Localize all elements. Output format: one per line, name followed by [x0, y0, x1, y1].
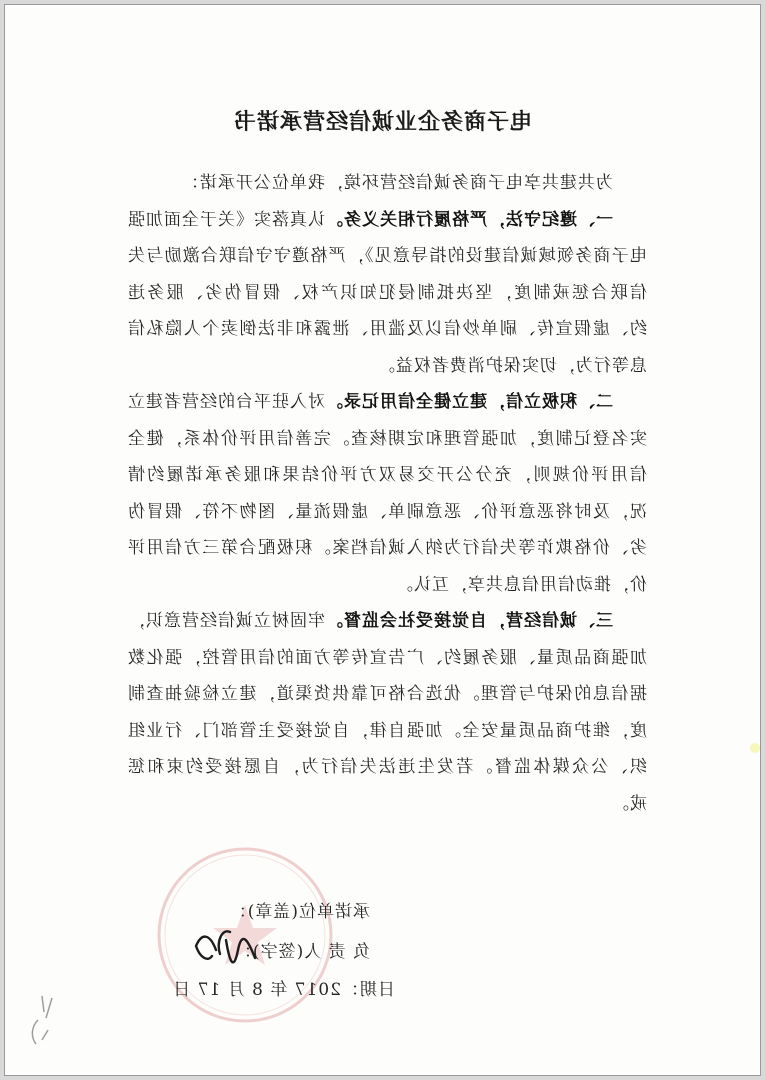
margin-pencil-mark — [20, 990, 60, 1050]
section-heading: 二、积极立信，建立健全信用记录。 — [325, 392, 613, 412]
document-body — [127, 165, 647, 822]
section-paragraph — [127, 603, 647, 822]
promise-unit-label: 承诺单位(盖章)： — [228, 902, 370, 922]
section-text: 对入驻平台的经营者建立实名登记制度，加强管理和定期核查。完善信用评价体系，健全信用评价规则，充分公开交易双方评价结果和服务承诺履约情况，及时将恶意评价、恶意刷单、虚假流量、图物不符、假冒伪劣、价格欺诈等失信行为纳入诚信档案。积极配合第三方信用评价，推动信用信息共享，互认。 — [127, 392, 647, 595]
date-label: 日期：2017 年 8 月 17 日 — [172, 980, 395, 1000]
section-heading: 一、遵纪守法，严格履行相关义务。 — [325, 209, 613, 230]
section-paragraph — [127, 202, 647, 385]
section-paragraph — [127, 384, 647, 603]
paper-stain — [750, 743, 760, 753]
responsible-person-label: 负 责 人(签字)： — [233, 942, 370, 962]
handwritten-signature — [190, 920, 260, 970]
document-title: 电子商务企业诚信经营承诺书 — [233, 109, 533, 135]
document-page — [4, 4, 761, 1076]
intro-paragraph: 为共建共享电子商务诚信经营环境，我单位公开承诺： — [181, 173, 613, 193]
mirrored-scan — [5, 5, 760, 1075]
section-text: 认真落实《关于全面加强电子商务领域诚信建设的指导意见》，严格遵守守信联合激励与失信联合惩戒制度，坚决抵制侵犯知识产权、假冒伪劣、服务违约、虚假宣传、刷单炒信以及滥用、泄露和非法倒卖个人隐私信息等行为，切实保护消费者权益。 — [127, 209, 647, 376]
section-text: 牢固树立诚信经营意识，加强商品质量、服务履约、广告宣传等方面的信用管控，强化数据信息的保护与管理。优选合格可靠供货渠道，建立检验抽查制度，维护商品质量安全。加强自律，自觉接受主管部门、行业组织、公众媒体监督。若发生违法失信行为，自愿接受约束和惩戒。 — [127, 611, 647, 814]
section-heading: 三、诚信经营，自觉接受社会监督。 — [325, 611, 613, 631]
